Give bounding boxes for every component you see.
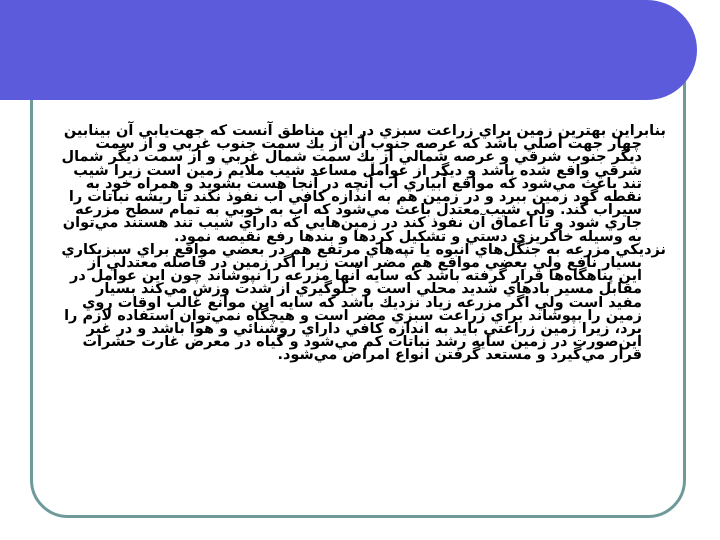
- paragraph-1: بنابراين بهترين زمين براي زراعت سبزي در اين مناطق آنست كه جهت‌يابي آن بينابين چهار جهت اصلي باشد كه عرصه جنوب آن از يك سمت جنوب غربي و از سمت ديگر جنوب شرقي و عرصه شمالي از يك سمت شمال غربي و از سمت ديگر شمال شرقي واقع شده باشد و ديگر از عوامل مساعد شيب ملايم زمين است زيرا شيب تند باعث مي‌شود كه مواقع آبياري آب آنچه در آنجا هست بشويد و همراه خود به نقطه گود زمين ببرد و در زمين هم به اندازه كافي آب نفوذ نكند تا ريشه نباتات را سيراب كند. ولي شيب معتدل باعث مي‌شود كه آب به خوبي به تمام سطح مزرعه جاري شود و تا اعماق آن نفوذ كند در زمين‌هايي كه داراي شيب تند هستند مي‌توان به وسيله خاكريزي دستي و تشكيل كردها و بندها رفع نقيصه نمود.: [61, 123, 666, 245]
- slide-body: [58, 125, 696, 495]
- paragraph-2: نزديكي مزرعه به جنگل‌هاي انبوه يا تپه‌هاي مرتفع هم در بعضي مواقع براي سبزيكاري بسيار نافع ولي بعضي مواقع هم مضر است زيرا اگر زمين در فاصله معتدلي از اين پناهگاه‌ها قرار گرفته باشد كه سايه آنها مزرعه را نپوشاند چون اين عوامل در مقابل مسير بادهاي شديد محلي است و جلوگيري از شدت وزش مي‌كند بسيار مفيد است ولي اگر مزرعه زياد نزديك باشد كه سايه اين موانع غالب اوقات روي زمين را بپوشاند براي زراعت سبزي مضر است و هيچگاه نمي‌توان استفاده لازم را برد، زيرا زمين زراعتي بايد به اندازه كافي داراي روشنائي و هوا باشد و در غير اين‌صورت در زمين سايه رشد نباتات كم مي‌شود و گياه در معرض غارت حشرات قرار مي‌گيرد و مستعد گرفتن انواع امراض مي‌شود.: [61, 241, 666, 364]
- title-banner: [0, 0, 697, 100]
